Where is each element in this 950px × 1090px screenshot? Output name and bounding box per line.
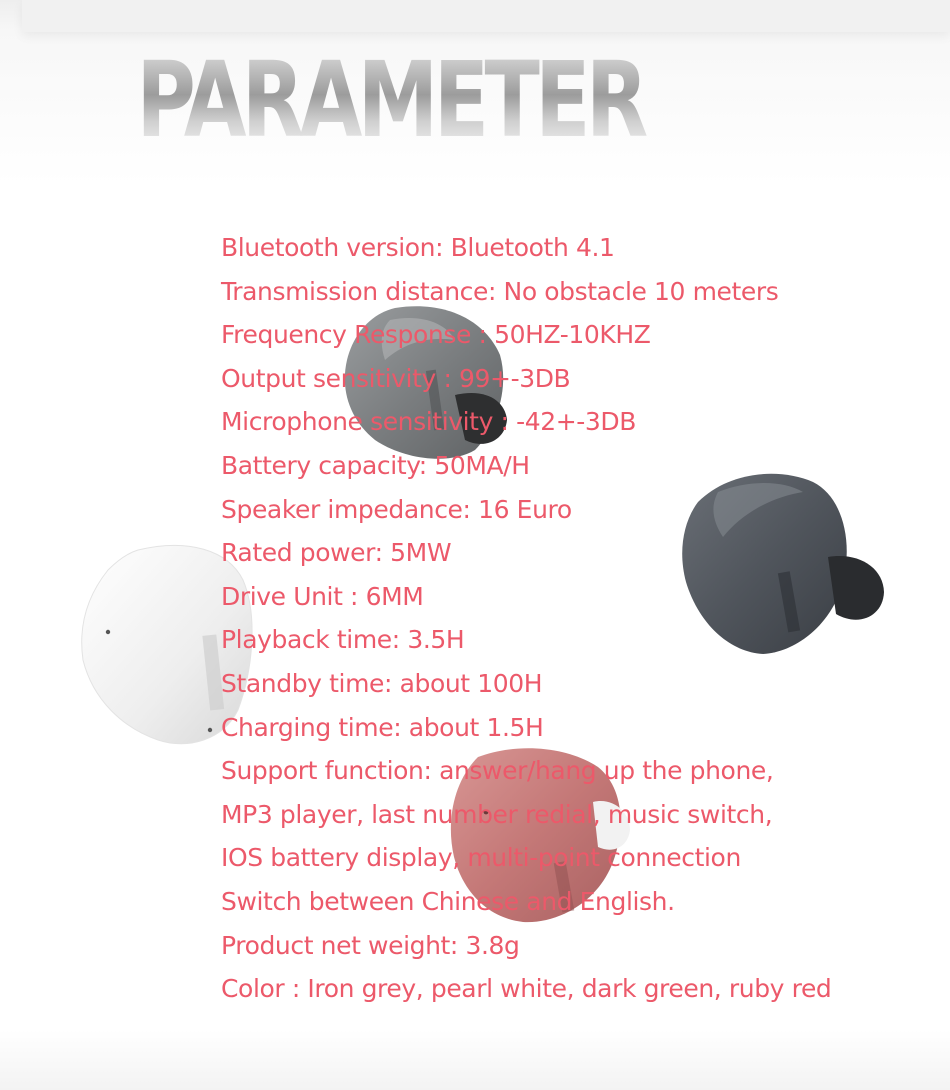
spec-color: Color : Iron grey, pearl white, dark green, ruby red <box>221 974 832 1004</box>
spec-rated-power: Rated power: 5MW <box>221 538 452 568</box>
spec-support-function-3: IOS battery display, multi-point connection <box>221 843 741 873</box>
spec-net-weight: Product net weight: 3.8g <box>221 930 520 960</box>
spec-output-sensitivity: Output sensitivity : 99+-3DB <box>221 363 571 393</box>
spec-support-function-2: MP3 player, last number redial, music switch, <box>221 799 773 829</box>
spec-support-function-4: Switch between Chinese and English. <box>221 886 675 916</box>
spec-support-function: Support function: answer/hang up the phone, <box>221 756 774 786</box>
spec-drive-unit: Drive Unit : 6MM <box>221 581 424 611</box>
spec-bluetooth-version: Bluetooth version: Bluetooth 4.1 <box>221 233 615 262</box>
spec-frequency-response: Frequency Response : 50HZ-10KHZ <box>221 320 651 350</box>
parameter-list <box>221 226 831 1011</box>
footer-band <box>0 1030 950 1090</box>
spec-battery-capacity: Battery capacity: 50MA/H <box>221 450 530 480</box>
spec-playback-time: Playback time: 3.5H <box>221 625 465 655</box>
spec-speaker-impedance: Speaker impedance: 16 Euro <box>221 494 572 524</box>
spec-standby-time: Standby time: about 100H <box>221 668 543 698</box>
spec-charging-time: Charging time: about 1.5H <box>221 712 544 742</box>
spec-transmission-distance: Transmission distance: No obstacle 10 meters <box>221 276 779 306</box>
spec-microphone-sensitivity: Microphone sensitivity : -42+-3DB <box>221 407 636 437</box>
page-title: PARAMETER <box>0 48 780 152</box>
